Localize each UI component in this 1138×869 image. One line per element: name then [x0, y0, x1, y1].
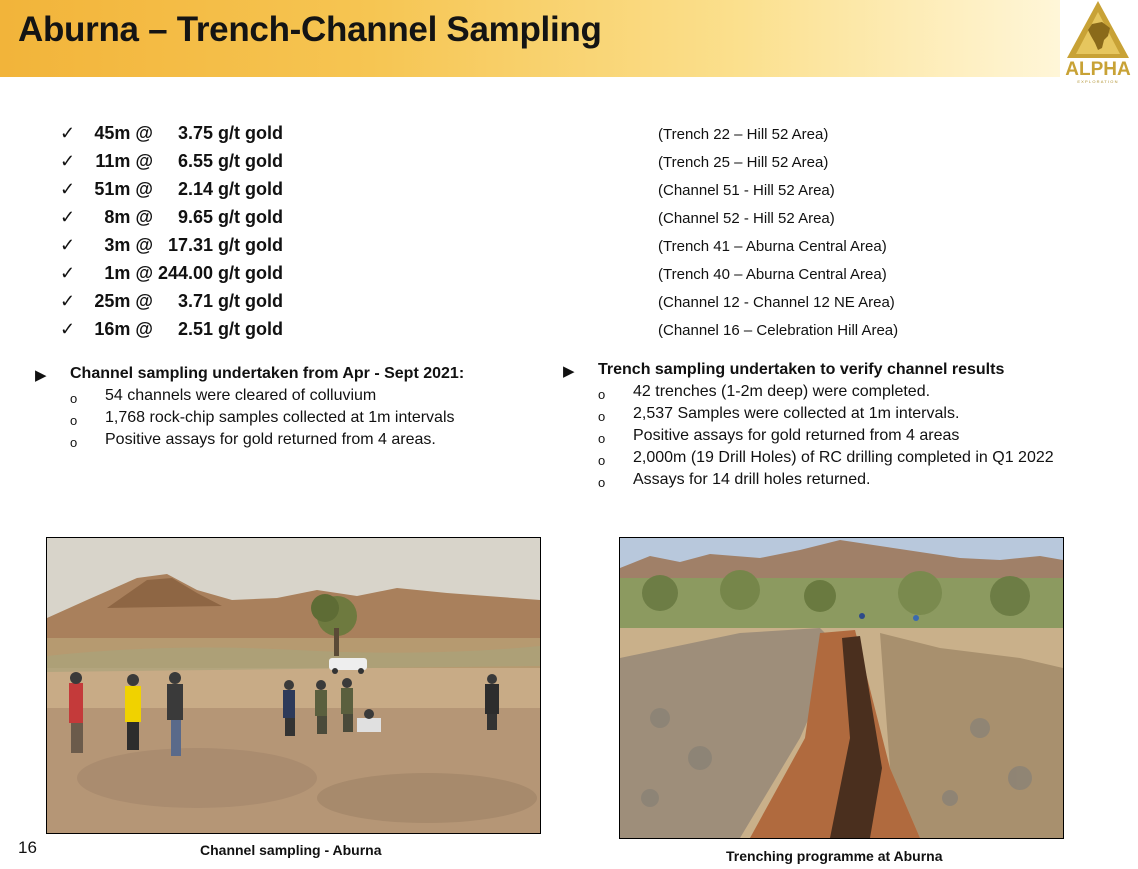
trench-bullet-text: 42 trenches (1-2m deep) were completed. [633, 383, 931, 400]
arrow-bullet-icon: ▶ [35, 367, 47, 384]
circle-bullet-icon: o [598, 453, 606, 468]
result-length: 25m @ [94, 291, 153, 311]
result-length: 8m @ [104, 207, 153, 227]
page-title: Aburna – Trench-Channel Sampling [18, 10, 602, 49]
circle-bullet-icon: o [598, 409, 606, 424]
logo-wordmark: ALPHA [1065, 59, 1131, 80]
result-row [0, 179, 560, 207]
circle-bullet-icon: o [70, 413, 78, 428]
trench-bullet-text: 2,000m (19 Drill Holes) of RC drilling completed in Q1 2022 [633, 449, 1054, 466]
result-length: 45m @ [94, 123, 153, 143]
circle-bullet-icon: o [70, 435, 78, 450]
checkmark-icon: ✓ [60, 291, 76, 311]
checkmark-icon: ✓ [60, 235, 76, 255]
trenching-photo [619, 537, 1064, 839]
result-location: (Channel 16 – Celebration Hill Area) [658, 322, 899, 339]
arrow-bullet-icon: ▶ [563, 363, 575, 380]
result-row [0, 319, 560, 347]
channel-bullet-text: 1,768 rock-chip samples collected at 1m intervals [105, 409, 455, 426]
result-location: (Trench 22 – Hill 52 Area) [658, 126, 829, 143]
result-grade: 3.75 g/t gold [177, 123, 283, 143]
channel-sampling-photo [46, 537, 541, 834]
channel-bullet-text: 54 channels were cleared of colluvium [105, 387, 377, 404]
checkmark-icon: ✓ [60, 151, 76, 171]
channel-section-heading: Channel sampling undertaken from Apr - Sept 2021: [70, 365, 465, 382]
result-row [0, 151, 560, 179]
result-location: (Channel 52 - Hill 52 Area) [658, 210, 835, 227]
checkmark-icon: ✓ [60, 319, 76, 339]
channel-bullet-text: Positive assays for gold returned from 4 areas. [105, 431, 436, 448]
result-location: (Trench 40 – Aburna Central Area) [658, 266, 887, 283]
page-number: 16 [18, 838, 37, 857]
result-row [0, 291, 560, 319]
trenching-scene [620, 538, 1063, 838]
circle-bullet-icon: o [598, 475, 606, 490]
checkmark-icon: ✓ [60, 123, 76, 143]
result-row [0, 123, 560, 151]
trench-bullet-text: Positive assays for gold returned from 4 areas [633, 427, 960, 444]
result-location: (Trench 41 – Aburna Central Area) [658, 238, 887, 255]
result-length: 1m @ [104, 263, 153, 283]
circle-bullet-icon: o [598, 387, 606, 402]
result-grade: 17.31 g/t gold [167, 235, 283, 255]
trench-section-heading: Trench sampling undertaken to verify channel results [598, 361, 1005, 378]
result-row [0, 207, 560, 235]
result-length: 3m @ [104, 235, 153, 255]
checkmark-icon: ✓ [60, 179, 76, 199]
result-location: (Trench 25 – Hill 52 Area) [658, 154, 829, 171]
logo-subtext: EXPLORATION [1077, 79, 1119, 84]
result-grade: 9.65 g/t gold [177, 207, 283, 227]
result-grade: 244.00 g/t gold [157, 263, 283, 283]
result-grade: 6.55 g/t gold [177, 151, 283, 171]
trench-bullet-text: 2,537 Samples were collected at 1m intervals. [633, 405, 960, 422]
result-grade: 2.51 g/t gold [177, 319, 283, 339]
result-location: (Channel 12 - Channel 12 NE Area) [658, 294, 895, 311]
result-length: 11m @ [95, 151, 153, 171]
result-location: (Channel 51 - Hill 52 Area) [658, 182, 835, 199]
channel-sampling-scene [47, 538, 540, 833]
result-row [0, 263, 560, 291]
africa-triangle-icon [1058, 0, 1138, 62]
left-photo-caption: Channel sampling - Aburna [200, 842, 382, 858]
result-row [0, 235, 560, 263]
result-grade: 2.14 g/t gold [177, 179, 283, 199]
result-length: 16m @ [94, 319, 153, 339]
result-grade: 3.71 g/t gold [177, 291, 283, 311]
circle-bullet-icon: o [70, 391, 78, 406]
right-photo-caption: Trenching programme at Aburna [726, 848, 943, 864]
circle-bullet-icon: o [598, 431, 606, 446]
checkmark-icon: ✓ [60, 207, 76, 227]
alpha-exploration-logo [1058, 0, 1138, 86]
checkmark-icon: ✓ [60, 263, 76, 283]
result-length: 51m @ [94, 179, 153, 199]
trench-bullet-text: Assays for 14 drill holes returned. [633, 471, 871, 488]
